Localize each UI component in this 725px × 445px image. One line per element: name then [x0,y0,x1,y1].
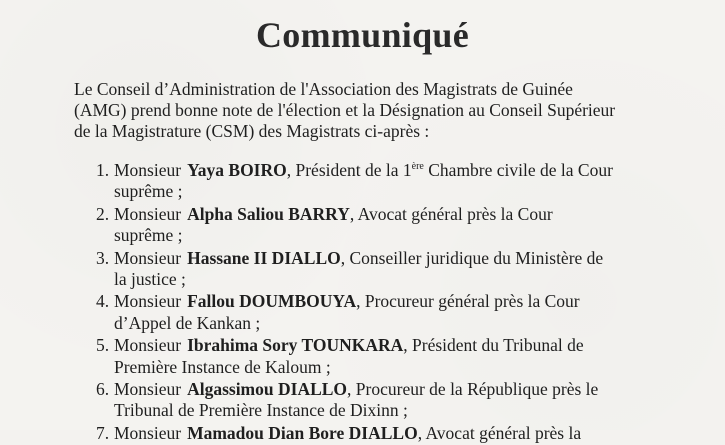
item-line2: Première Instance de Kaloum ; [114,356,331,377]
item-name: Mamadou Dian Bore DIALLO [187,422,418,443]
item-role: , Avocat général près la Cour [349,203,553,224]
list-item [96,379,654,422]
list-item [96,291,654,334]
magistrates-list [96,160,654,445]
item-prefix: Monsieur [114,160,182,180]
item-number: 5. [96,335,110,356]
item-line2: suprême ; [114,181,183,202]
item-line2: suprême ; [114,225,183,246]
document-title: Communiqué [255,15,470,55]
intro-paragraph [74,79,654,142]
item-sup: ère [411,161,424,173]
item-number: 1. [96,160,110,180]
item-line2: Tribunal de Première Instance de Dixinn ; [114,400,408,421]
item-name: Hassane II DIALLO [187,247,341,268]
item-prefix: Monsieur [114,422,182,443]
item-line1 [114,204,654,225]
item-prefix: Monsieur [114,291,182,312]
item-line1-body [187,204,654,225]
item-line1 [114,291,654,312]
item-line1 [114,379,654,400]
item-line1-text [187,160,613,181]
item-prefix: Monsieur [114,247,182,268]
item-role-cont: Chambre civile de la Cour [423,160,613,180]
item-role: , Président du Tribunal de [403,335,584,356]
item-line1-body [187,379,654,400]
item-line1-body [187,423,654,444]
item-prefix: Monsieur [114,379,182,400]
item-number: 6. [96,379,110,400]
item-role: , Avocat général près la [417,422,582,443]
item-line1 [114,335,654,356]
item-number: 2. [96,203,110,224]
item-name: Ibrahima Sory TOUNKARA [187,335,404,356]
item-number: 7. [96,422,110,443]
item-line1-body [187,335,654,356]
intro-line: Le Conseil d’Administration de l'Association des Magistrats de Guinée [74,79,573,99]
item-line1-body [187,248,654,269]
item-line1 [114,160,654,181]
item-prefix: Monsieur [114,203,182,224]
item-line2: d’Appel de Kankan ; [114,312,261,333]
item-line1-body [187,291,654,312]
list-item [96,160,654,203]
list-item [96,248,654,291]
item-number: 3. [96,247,110,268]
intro-line: de la Magistrature (CSM) des Magistrats ci-après : [74,121,430,141]
item-number: 4. [96,291,110,312]
intro-line: (AMG) prend bonne note de l'élection et la Désignation au Conseil Supérieur [74,100,616,120]
item-prefix: Monsieur [114,335,182,356]
item-role: , Procureur général près la Cour [356,291,580,312]
item-line2: la justice ; [114,269,186,290]
item-name: Algassimou DIALLO [187,379,348,400]
list-item [96,423,654,444]
list-item [96,335,654,378]
item-line1 [114,248,654,269]
item-role: , Président de la 1 [286,160,412,180]
item-name: Yaya BOIRO [187,160,287,180]
list-item [96,204,654,247]
item-role: , Procureur de la République près le [347,379,599,400]
item-name: Alpha Saliou BARRY [187,203,350,224]
item-line1 [114,423,654,444]
item-line1-body [187,160,654,181]
item-name: Fallou DOUMBOUYA [187,291,357,312]
item-role: , Conseiller juridique du Ministère de [340,247,604,268]
